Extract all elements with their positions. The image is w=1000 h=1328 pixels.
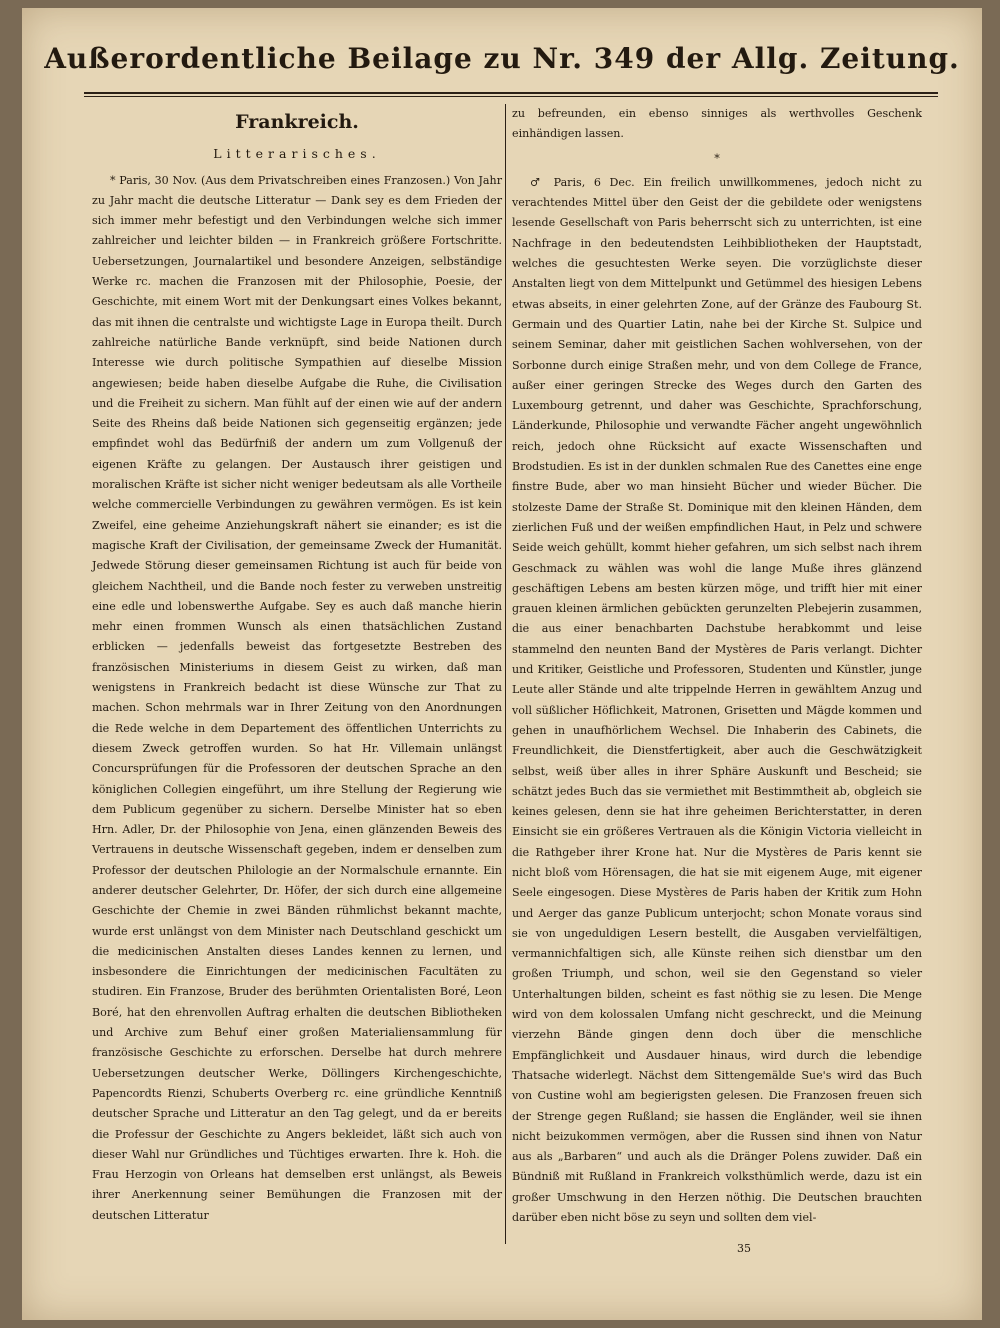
- section-title: Frankreich.: [235, 111, 359, 133]
- masthead-rule: [84, 92, 938, 94]
- section-subtitle: Litterarisches.: [213, 146, 381, 162]
- masthead: Außerordentliche Beilage zu Nr. 349 der Allg. Zeitung.: [44, 42, 960, 75]
- masthead-rule-thin: [84, 96, 938, 97]
- article-paris-30-nov: * Paris, 30 Nov. (Aus dem Privatschreiben eines Franzosen.) Von Jahr zu Jahr macht die deutsche Litteratur — Dank sey es dem Frieden der sich immer mehr befestigt und den Verbindungen welche sich immer zahlreicher und leichter bilden — in Frankreich größere Fortschritte. Uebersetzungen, Journalartikel und besondere Anzeigen, selbständige Werke rc. machen die Franzosen mit der Philosophie, Poesie, der Geschichte, mit einem Wort mit der Denkungsart eines Volkes bekannt, das mit ihnen die centralste und wichtigste Lage in Europa theilt. Durch zahlreiche natürliche Bande verknüpft, sind beide Nationen durch Interesse wie durch politische Sympathien auf dieselbe Mission angewiesen; beide haben dieselbe Aufgabe die Ruhe, die Civilisation und die Freiheit zu sichern. Man fühlt auf der einen wie auf der andern Seite des Rheins daß beide Nationen sich gegenseitig ergänzen; jede empfindet wohl das Bedürfniß der andern um zum Vollgenuß der eigenen Kräfte zu gelangen. Der Austausch ihrer geistigen und moralischen Kräfte ist sicher nicht weniger bedeutsam als alle Vortheile welche commercielle Verbindungen zu gewähren vermögen. Es ist kein Zweifel, eine geheime Anziehungskraft nähert sie einander; es ist die magische Kraft der Civilisation, der gemeinsame Zweck der Humanität. Jedwede Störung dieser gemeinsamen Richtung ist auch für beide von gleichem Nachtheil, und die Bande noch fester zu verweben unstreitig eine edle und lobenswerthe Aufgabe. Sey es auch daß manche hierin mehr einen frommen Wunsch als einen thatsächlichen Zustand erblicken — jedenfalls beweist das fortgesetzte Bestreben des französischen Ministeriums in diesem Geist zu wirken, daß man wenigstens in Frankreich bedacht ist diese Wünsche zur That zu machen. Schon mehrmals war in Ihrer Zeitung von den Anordnungen die Rede welche in dem Departement des öffentlichen Unterrichts zu diesem Zweck getroffen wurden. So hat Hr. Villemain unlängst Concursprüfungen für die Professoren der deutschen Sprache an den königlichen Collegien eingeführt, um ihre Stellung der Regierung wie dem Publicum gegenüber zu sichern. Derselbe Minister hat so eben Hrn. Adler, Dr. der Philosophie von Jena, einen glänzenden Beweis des Vertrauens in deutsche Wissenschaft gegeben, indem er denselben zum Professor der deutschen Philologie an der Normalschule ernannte. Ein anderer deutscher Gelehrter, Dr. Höfer, der sich durch eine allgemeine Geschichte der Chemie in zwei Bänden rühmlichst bekannt machte, wurde erst unlängst von dem Minister nach Deutschland geschickt um die medicinischen Anstalten dieses Landes kennen zu lernen, und insbesondere die Einrichtungen der medicinischen Facultäten zu studiren. Ein Franzose, Bruder des berühmten Orientalisten Boré, Leon Boré, hat den ehrenvollen Auftrag erhalten die deutschen Bibliotheken und Archive zum Behuf einer großen Materialiensammlung für französische Geschichte zu erforschen. Derselbe hat durch mehrere Uebersetzungen deutscher Werke, Döllingers Kirchengeschichte, Papencordts Rienzi, Schuberts Overberg rc. eine gründliche Kenntniß deutscher Sprache und Litteratur an den Tag gelegt, und da er bereits die Professur der Geschichte zu Angers bekleidet, läßt sich auch von dieser Wahl nur Gründliches und Tüchtiges erwarten. Ihre k. Hoh. die Frau Herzogin von Orleans hat demselben erst unlängst, als Beweis ihrer Anerkennung seiner Bemühungen die Franzosen mit der deutschen Litteratur: [92, 173, 502, 1222]
- article-continuation: zu befreunden, ein ebenso sinniges als werthvolles Geschenk einhändigen lassen.: [512, 107, 922, 141]
- article-separator: *: [714, 151, 720, 165]
- article-paris-6-dec: ♂ Paris, 6 Dec. Ein freilich unwillkommenes, jedoch nicht zu verachtendes Mittel über den Geist der die gebildete oder wenigstens lesende Gesellschaft von Paris beherrscht sich zu unterrichten, ist eine Nachfrage in den bedeutendsten Leihbibliotheken der Hauptstadt, welches die gesuchtesten Werke seyen. Die vorzüglichste dieser Anstalten liegt von dem Mittelpunkt und Getümmel des hiesigen Lebens etwas abseits, in einer gelehrten Zone, auf der Gränze des Faubourg St. Germain und des Quartier Latin, nahe bei der Kirche St. Sulpice und seinem Seminar, daher mit geistlichen Sachen wohlversehen, von der Sorbonne durch einige Straßen mehr, und von dem College de France, außer einer geringen Strecke des Weges durch den Garten des Luxembourg getrennt, und daher was Geschichte, Sprachforschung, Länderkunde, Philosophie und verwandte Fächer angeht ungewöhnlich reich, jedoch ohne Rücksicht auf exacte Wissenschaften und Brodstudien. Es ist in der dunklen schmalen Rue des Canettes eine enge finstre Bude, aber wo man hinsieht Bücher und wieder Bücher. Die stolzeste Dame der Straße St. Dominique mit den kleinen Händen, dem zierlichen Fuß und der weißen empfindlichen Haut, in Pelz und schwere Seide weich gehüllt, kommt hieher gefahren, um sich selbst nach ihrem Geschmack zu wählen was wohl die lange Muße ihres glänzend geschäftigen Lebens am besten kürzen möge, und trifft hier mit einer grauen kleinen ärmlichen gebückten gerunzelten Plebejerin zusammen, die aus einer benachbarten Dachstube herabkommt und leise stammelnd den neunten Band der Mystères de Paris verlangt. Dichter und Kritiker, Geistliche und Professoren, Studenten und Künstler, junge Leute aller Stände und alte trippelnde Herren in gewähltem Anzug und voll süßlicher Höflichkeit, Matronen, Grisetten und Mägde kommen und gehen in unaufhörlichem Wechsel. Die Inhaberin des Cabinets, die Freundlichkeit, die Dienstfertigkeit, aber auch die Geschwätzigkeit selbst, weiß über alles in ihrer Sphäre Auskunft und Bescheid; sie schätzt jedes Buch das sie vermiethet mit Bestimmtheit ab, obgleich sie keines gelesen, denn sie hat ihre geheimen Berichterstatter, in deren Einsicht sie ein größeres Vertrauen als die Königin Victoria vielleicht in die Rathgeber ihrer Krone hat. Nur die Mystères de Paris kennt sie nicht bloß vom Hörensagen, die hat sie mit eigenem Auge, mit eigener Seele eingesogen. Diese Mystères de Paris haben der Kritik zum Hohn und Aerger das ganze Publicum unterjocht; schon Monate voraus sind sie von ungeduldigen Lesern bestellt, die Ausgaben vervielfältigen, vermannichfaltigen sich, alle Künste reihen sich dienstbar um den großen Triumph, und schon, weil sie den Gegenstand so vieler Unterhaltungen bilden, scheint es fast nöthig sie zu lesen. Die Menge wird von dem kolossalen Umfang nicht geschreckt, und die Meinung vierzehn Bände gingen denn doch über die menschliche Empfänglichkeit und Ausdauer hinaus, wird durch die lebendige Thatsache widerlegt. Nächst dem Sittengemälde Sue's wird das Buch von Custine wohl am begierigsten gelesen. Die Franzosen freuen sich der Strenge gegen Rußland; sie hassen die Engländer, weil sie ihnen nicht beizukommen vermögen, aber die Russen sind ihnen von Natur aus als „Barbaren“ und auch als die Dränger Polens zuwider. Daß ein Bündniß mit Rußland in Frankreich volksthümlich werde, dazu ist ein großer Umschwung in den Herzen nöthig. Die Deutschen brauchten darüber eben nicht böse zu seyn und sollten dem viel-: [512, 175, 922, 1225]
- left-column: [92, 104, 502, 1226]
- page-number: 35: [737, 1242, 751, 1255]
- newspaper-page: [22, 8, 982, 1320]
- right-column: [512, 104, 922, 1228]
- column-divider: [505, 104, 506, 1244]
